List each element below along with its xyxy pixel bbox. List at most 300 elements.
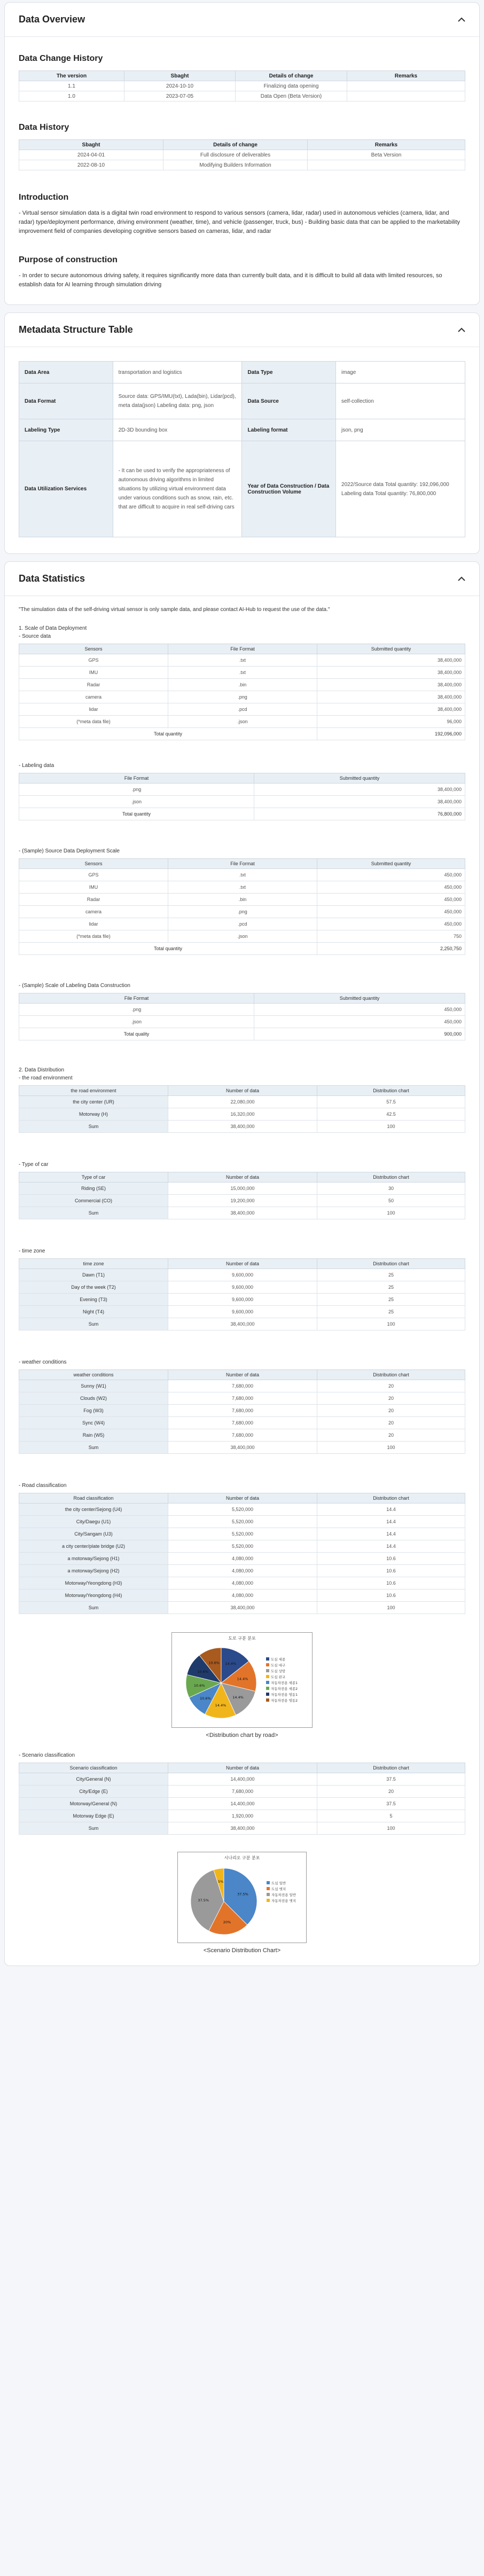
column-header: Distribution chart	[317, 1259, 465, 1269]
table-row	[19, 906, 465, 918]
column-header: Remarks	[347, 71, 465, 81]
data-overview-panel	[4, 2, 480, 305]
table-cell: 38,400,000	[168, 1442, 317, 1454]
slice-label: 10.6%	[208, 1661, 220, 1665]
column-header: Details of change	[163, 140, 308, 150]
chart-title: 시나리오 구분 분포	[224, 1855, 260, 1860]
total-label: Total quality	[19, 1028, 254, 1040]
legend-swatch	[266, 1687, 269, 1690]
table-label: - time zone	[19, 1248, 45, 1254]
table-cell: .bin	[168, 679, 317, 691]
table-row	[19, 881, 465, 894]
table-label: - Type of car	[19, 1162, 49, 1168]
column-header: Distribution chart	[317, 1493, 465, 1504]
legend-swatch	[266, 1675, 269, 1678]
meta-value: self-collection	[336, 383, 465, 419]
table-cell: 37.5	[317, 1798, 465, 1810]
sample-labeling-table	[19, 993, 465, 1040]
column-header: Number of data	[168, 1259, 317, 1269]
table-row	[19, 1294, 465, 1306]
column-header: Road classification	[19, 1493, 168, 1504]
table-cell: Data Open (Beta Version)	[236, 91, 347, 101]
table-row	[19, 1516, 465, 1528]
scenario-chart	[19, 1852, 465, 1954]
table-cell: 100	[317, 1207, 465, 1219]
table-row	[19, 1822, 465, 1835]
table-label: - Road classification	[19, 1483, 67, 1489]
chevron-up-icon[interactable]	[457, 15, 466, 25]
panel-title: Metadata Structure Table	[19, 324, 133, 335]
table-cell: Evening (T3)	[19, 1294, 168, 1306]
column-header: the road environment	[19, 1086, 168, 1096]
table-cell: Modifying Builders Information	[163, 160, 308, 170]
legend-swatch	[266, 1663, 269, 1666]
road-class-table	[19, 1493, 465, 1614]
table-row	[19, 796, 465, 808]
table-cell: .png	[19, 1004, 254, 1016]
metadata-panel	[4, 312, 480, 554]
table-cell: 10.6	[317, 1553, 465, 1565]
table-cell: Rain (W5)	[19, 1429, 168, 1442]
legend-label: 도심 세종	[271, 1657, 286, 1662]
total-row	[19, 943, 465, 955]
table-cell: 38,400,000	[317, 703, 465, 716]
table-label: - Scenario classification	[19, 1752, 75, 1758]
column-header: File Format	[19, 993, 254, 1004]
table-cell: 14.4	[317, 1528, 465, 1540]
column-header: Submitted quantity	[254, 773, 465, 784]
purpose-text: - In order to secure autonomous driving safety, it requires significantly more data than currently built data, and it is difficult to build all data with limited resources, so establish data for AI learning through simulation driving	[19, 272, 442, 288]
table-cell: .json	[19, 796, 254, 808]
table-cell: 38,400,000	[168, 1602, 317, 1614]
table-row	[19, 1565, 465, 1577]
table-cell: 25	[317, 1281, 465, 1294]
table-row	[19, 1392, 465, 1405]
table-cell: 20	[317, 1786, 465, 1798]
legend-swatch	[266, 1698, 269, 1702]
table-cell: 1,920,000	[168, 1810, 317, 1822]
table-cell: 38,400,000	[317, 667, 465, 679]
table-row	[19, 784, 465, 796]
table-cell: 9,600,000	[168, 1306, 317, 1318]
table-cell: IMU	[19, 667, 168, 679]
table-row	[19, 930, 465, 943]
legend-label: 자동차전용 엣지	[271, 1899, 296, 1903]
table-cell: 4,080,000	[168, 1590, 317, 1602]
table-cell: 38,400,000	[168, 1822, 317, 1835]
table-cell: 14,400,000	[168, 1773, 317, 1786]
legend-label: 도심 대구	[271, 1663, 286, 1667]
chevron-up-icon[interactable]	[457, 574, 466, 584]
table-cell: 20	[317, 1429, 465, 1442]
column-header: Number of data	[168, 1763, 317, 1773]
table-cell	[308, 160, 465, 170]
table-row	[19, 1798, 465, 1810]
slice-label: 10.6%	[193, 1683, 205, 1688]
table-row	[19, 1108, 465, 1121]
table-cell: City/Daegu (U1)	[19, 1516, 168, 1528]
table-row	[19, 1004, 465, 1016]
meta-key: Data Format	[19, 383, 113, 419]
subsection-title: 1. Scale of Data Deployment	[19, 625, 87, 631]
legend-label: 자동차전용 일반	[271, 1893, 296, 1897]
table-row	[19, 1183, 465, 1195]
table-cell: Motorway/Yeongdong (H4)	[19, 1590, 168, 1602]
table-cell: .txt	[168, 881, 317, 894]
total-row	[19, 808, 465, 820]
column-header: Type of car	[19, 1172, 168, 1183]
table-cell: the city center/Sejong (U4)	[19, 1504, 168, 1516]
metadata-header[interactable]	[5, 313, 479, 347]
column-header: Details of change	[236, 71, 347, 81]
table-cell: 38,400,000	[317, 654, 465, 667]
column-header: Distribution chart	[317, 1763, 465, 1773]
legend-label: 자동차전용 세종1	[271, 1681, 298, 1685]
chevron-up-icon[interactable]	[457, 325, 466, 335]
column-header: File Format	[168, 644, 317, 654]
table-cell: a motorway/Sejong (H1)	[19, 1553, 168, 1565]
table-cell: 100	[317, 1822, 465, 1835]
table-row	[19, 716, 465, 728]
table-row	[19, 1602, 465, 1614]
table-cell: .png	[19, 784, 254, 796]
table-cell	[347, 91, 465, 101]
table-cell: 5,520,000	[168, 1504, 317, 1516]
table-cell: 50	[317, 1195, 465, 1207]
scenario-pie-chart	[178, 1852, 306, 1940]
table-cell: 5,520,000	[168, 1516, 317, 1528]
table-cell: Beta Version	[308, 150, 465, 160]
table-cell: .json	[19, 1016, 254, 1028]
table-cell: .png	[168, 691, 317, 703]
table-cell: 25	[317, 1294, 465, 1306]
table-cell: 9,600,000	[168, 1294, 317, 1306]
table-row	[19, 150, 465, 160]
table-cell: 38,400,000	[317, 679, 465, 691]
scenario-table	[19, 1763, 465, 1835]
table-cell: 38,400,000	[168, 1121, 317, 1133]
table-cell: Sum	[19, 1602, 168, 1614]
meta-key: Data Area	[19, 362, 113, 383]
table-cell: IMU	[19, 881, 168, 894]
table-row	[19, 1096, 465, 1108]
table-row	[19, 1281, 465, 1294]
table-cell: Finalizing data opening	[236, 81, 347, 91]
table-cell: 38,400,000	[168, 1318, 317, 1330]
table-cell: 7,680,000	[168, 1417, 317, 1429]
table-cell: 100	[317, 1442, 465, 1454]
legend-swatch	[267, 1881, 270, 1884]
table-row	[19, 918, 465, 930]
table-row	[19, 419, 465, 441]
table-cell	[347, 81, 465, 91]
legend-swatch	[267, 1899, 270, 1902]
table-row	[19, 1528, 465, 1540]
table-cell: 10.6	[317, 1577, 465, 1590]
table-cell: City/Sangam (U3)	[19, 1528, 168, 1540]
table-cell: lidar	[19, 918, 168, 930]
table-cell: 37.5	[317, 1773, 465, 1786]
car-type-table	[19, 1172, 465, 1219]
scenario-pie-chart-frame	[177, 1852, 307, 1943]
table-cell: 42.5	[317, 1108, 465, 1121]
table-cell: Motorway/Yeongdong (H3)	[19, 1577, 168, 1590]
column-header: File Format	[168, 859, 317, 869]
table-row	[19, 1429, 465, 1442]
table-cell: Dawn (T1)	[19, 1269, 168, 1281]
table-cell: .png	[168, 906, 317, 918]
total-label: Total quantity	[19, 808, 254, 820]
meta-key: Data Source	[242, 383, 336, 419]
table-cell: (*meta data file)	[19, 716, 168, 728]
table-row	[19, 1504, 465, 1516]
table-cell: 14,400,000	[168, 1798, 317, 1810]
table-cell: (*meta data file)	[19, 930, 168, 943]
slice-label: 5%	[217, 1880, 224, 1884]
table-cell: Full disclosure of deliverables	[163, 150, 308, 160]
table-cell: a motorway/Sejong (H2)	[19, 1565, 168, 1577]
table-label: - Labeling data	[19, 763, 54, 769]
meta-key: Data Type	[242, 362, 336, 383]
table-row	[19, 1417, 465, 1429]
table-cell: 4,080,000	[168, 1577, 317, 1590]
table-cell: 38,400,000	[254, 784, 465, 796]
legend-label: 자동차전용 영동1	[271, 1693, 298, 1697]
table-row	[19, 869, 465, 881]
table-cell: 2023-07-05	[124, 91, 236, 101]
column-header: Number of data	[168, 1370, 317, 1380]
table-row	[19, 667, 465, 679]
column-header: Remarks	[308, 140, 465, 150]
table-row	[19, 1786, 465, 1798]
sample-source-table	[19, 858, 465, 955]
table-cell: 25	[317, 1269, 465, 1281]
table-cell: 7,680,000	[168, 1380, 317, 1392]
table-cell: Sum	[19, 1121, 168, 1133]
meta-value: 2D-3D bounding box	[113, 419, 242, 441]
source-table	[19, 644, 465, 740]
table-cell: Day of the week (T2)	[19, 1281, 168, 1294]
table-cell: .txt	[168, 654, 317, 667]
table-cell: camera	[19, 691, 168, 703]
table-cell: 38,400,000	[317, 691, 465, 703]
table-cell: 450,000	[317, 881, 465, 894]
table-row	[19, 81, 465, 91]
table-cell: 2024-10-10	[124, 81, 236, 91]
meta-value: - It can be used to verify the appropriateness of autonomous driving algorithms in limited situations by utilizing virtual environment data under various conditions such as snow, rain, etc. that are difficult to acquire in real self-driving cars	[113, 441, 242, 537]
table-cell: Night (T4)	[19, 1306, 168, 1318]
table-cell: 15,000,000	[168, 1183, 317, 1195]
table-cell: Motorway Edge (E)	[19, 1810, 168, 1822]
table-cell: 450,000	[317, 894, 465, 906]
table-label: - the road environment	[19, 1075, 73, 1081]
time-zone-table	[19, 1258, 465, 1330]
table-cell: Sum	[19, 1207, 168, 1219]
table-cell: Clouds (W2)	[19, 1392, 168, 1405]
table-cell: 5,520,000	[168, 1540, 317, 1553]
table-cell: Sum	[19, 1442, 168, 1454]
table-cell: .bin	[168, 894, 317, 906]
road-chart	[19, 1632, 465, 1739]
table-cell: 14.4	[317, 1504, 465, 1516]
column-header: Sbaght	[124, 71, 236, 81]
legend-swatch	[266, 1669, 269, 1672]
column-header: Submitted quantity	[317, 644, 465, 654]
column-header: Sbaght	[19, 140, 163, 150]
table-label: - (Sample) Source Data Deployment Scale	[19, 848, 120, 854]
table-cell: .pcd	[168, 703, 317, 716]
table-cell: Motorway/General (N)	[19, 1798, 168, 1810]
column-header: time zone	[19, 1259, 168, 1269]
table-cell: 9,600,000	[168, 1281, 317, 1294]
table-cell: 38,400,000	[254, 796, 465, 808]
table-cell: Sum	[19, 1318, 168, 1330]
total-value: 2,250,750	[317, 943, 465, 955]
table-cell: 7,680,000	[168, 1392, 317, 1405]
table-cell: City/General (N)	[19, 1773, 168, 1786]
table-row	[19, 1380, 465, 1392]
table-cell: 100	[317, 1121, 465, 1133]
total-value: 192,096,000	[317, 728, 465, 740]
chart-title: 도로 구분 분포	[228, 1636, 256, 1641]
intro-text: - Virtual sensor simulation data is a digital twin road environment to respond to various sensors (camera, lidar, radar) used in autonomous vehicles (camera, lidar, and radar) type/deployment performance, driving environment (weather, time), and vehicle (passenger, truck, bus) - Building basic data that can be applied to the marketability improvement field of companies developing cognitive sensors based on cameras, lidar, and radar	[19, 210, 460, 234]
weather-table	[19, 1369, 465, 1454]
table-row	[19, 1318, 465, 1330]
meta-value: Source data: GPS/IMU(txt), Lada(bin), Lidar(pcd), meta data(json) Labeling data: png, json	[113, 383, 242, 419]
data-overview-header[interactable]	[5, 3, 479, 37]
table-cell: 16,320,000	[168, 1108, 317, 1121]
meta-value: image	[336, 362, 465, 383]
table-row	[19, 1577, 465, 1590]
legend-label: 도심 일반	[271, 1881, 286, 1885]
column-header: Submitted quantity	[317, 859, 465, 869]
table-cell: 38,400,000	[168, 1207, 317, 1219]
column-header: Scenario classification	[19, 1763, 168, 1773]
table-cell: 450,000	[254, 1004, 465, 1016]
slice-label: 37.5%	[237, 1892, 248, 1897]
metadata-table	[19, 361, 465, 537]
table-cell: 20	[317, 1405, 465, 1417]
table-cell: 2024-04-01	[19, 150, 163, 160]
table-row	[19, 160, 465, 170]
table-cell: Sync (W4)	[19, 1417, 168, 1429]
section-title: Purpose of construction	[19, 255, 118, 264]
slice-label: 14.4%	[232, 1695, 244, 1700]
table-cell: 96,000	[317, 716, 465, 728]
total-row	[19, 1028, 465, 1040]
legend-swatch	[266, 1657, 269, 1661]
slice-label: 14.4%	[237, 1677, 248, 1681]
statistics-header[interactable]	[5, 562, 479, 596]
table-cell: 5	[317, 1810, 465, 1822]
column-header: Distribution chart	[317, 1172, 465, 1183]
slice-label: 20%	[223, 1920, 231, 1924]
table-cell: Motorway (H)	[19, 1108, 168, 1121]
table-row	[19, 1306, 465, 1318]
table-cell: 7,680,000	[168, 1405, 317, 1417]
table-cell: 10.6	[317, 1565, 465, 1577]
table-cell: City/Edge (E)	[19, 1786, 168, 1798]
chart-caption: <Scenario Distribution Chart>	[203, 1947, 281, 1954]
total-row	[19, 728, 465, 740]
table-cell: 14.4	[317, 1516, 465, 1528]
table-cell: Commercial (CO)	[19, 1195, 168, 1207]
meta-key: Labeling format	[242, 419, 336, 441]
column-header: Number of data	[168, 1493, 317, 1504]
column-header: weather conditions	[19, 1370, 168, 1380]
total-value: 900,000	[254, 1028, 465, 1040]
total-label: Total quantity	[19, 728, 317, 740]
table-row	[19, 362, 465, 383]
table-cell: 7,680,000	[168, 1786, 317, 1798]
road-env-table	[19, 1085, 465, 1133]
table-cell: 450,000	[317, 906, 465, 918]
legend-swatch	[267, 1887, 270, 1890]
table-cell: 450,000	[317, 869, 465, 881]
section-title: Introduction	[19, 193, 69, 202]
column-header: Distribution chart	[317, 1086, 465, 1096]
section-title: Data Change History	[19, 54, 103, 63]
table-cell: 20	[317, 1392, 465, 1405]
table-row	[19, 1121, 465, 1133]
column-header: Submitted quantity	[254, 993, 465, 1004]
legend-label: 도심 상암	[271, 1669, 286, 1673]
table-row	[19, 383, 465, 419]
table-label: - Source data	[19, 633, 51, 639]
notice-text: "The simulation data of the self-driving virtual sensor is only sample data, and please contact AI-Hub to request the use of the data."	[19, 607, 330, 613]
chart-caption: <Distribution chart by road>	[206, 1732, 278, 1739]
table-cell: Sum	[19, 1822, 168, 1835]
table-cell: 1.0	[19, 91, 124, 101]
legend-label: 도심 판교	[271, 1675, 286, 1679]
legend-swatch	[266, 1681, 269, 1684]
table-row	[19, 679, 465, 691]
table-cell: camera	[19, 906, 168, 918]
legend-swatch	[267, 1893, 270, 1896]
table-row	[19, 441, 465, 537]
table-cell: .txt	[168, 869, 317, 881]
table-cell: Riding (SE)	[19, 1183, 168, 1195]
column-header: Sensors	[19, 859, 168, 869]
table-cell: 14.4	[317, 1540, 465, 1553]
table-cell: 4,080,000	[168, 1565, 317, 1577]
table-cell: Fog (W3)	[19, 1405, 168, 1417]
table-row	[19, 1016, 465, 1028]
slice-label: 37.5%	[198, 1898, 209, 1902]
table-cell: 750	[317, 930, 465, 943]
column-header: Distribution chart	[317, 1370, 465, 1380]
legend-swatch	[266, 1693, 269, 1696]
table-cell: 100	[317, 1602, 465, 1614]
table-row	[19, 894, 465, 906]
meta-key: Year of Data Construction / Data Construction Volume	[242, 441, 336, 537]
road-pie-chart	[172, 1633, 312, 1725]
table-row	[19, 1195, 465, 1207]
slice-label: 10.6%	[200, 1696, 211, 1701]
table-cell: 25	[317, 1306, 465, 1318]
meta-key: Data Utilization Services	[19, 441, 113, 537]
table-cell: the city center (UR)	[19, 1096, 168, 1108]
column-header: The version	[19, 71, 124, 81]
table-cell: 450,000	[254, 1016, 465, 1028]
section-title: Data History	[19, 123, 69, 132]
panel-title: Data Overview	[19, 14, 85, 25]
road-pie-chart-frame	[171, 1632, 313, 1728]
column-header: Sensors	[19, 644, 168, 654]
table-cell: 2022-08-10	[19, 160, 163, 170]
slice-label: 14.4%	[215, 1703, 227, 1708]
table-cell: Sunny (W1)	[19, 1380, 168, 1392]
